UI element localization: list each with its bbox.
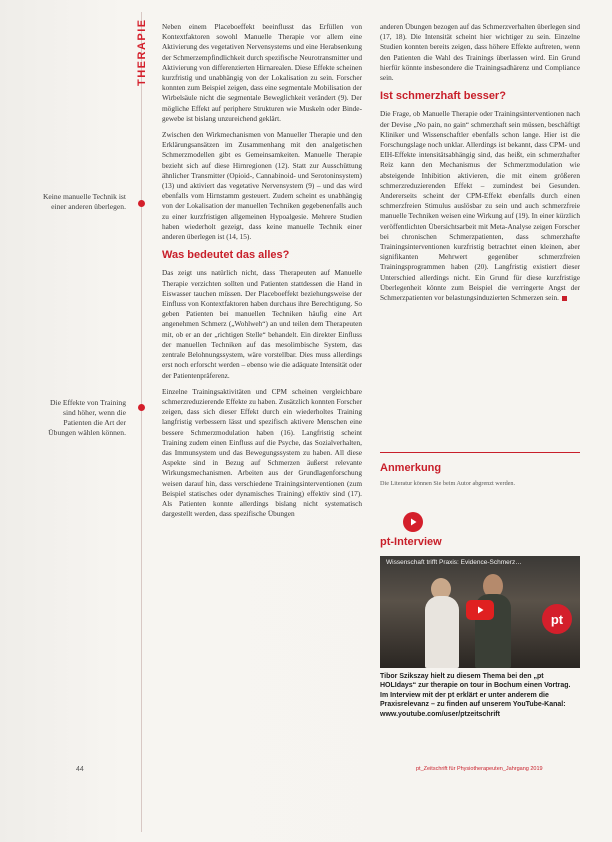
- video-caption: Tibor Szikszay hielt zu diesem Thema bei den „pt HOLIdays“ zur therapie on tour in Bochum einen Vortrag. Im Interview mit der pt erklärt er unter anderem die Praxisrelevanz – zu finden auf unserem YouTube-Kanal: www.youtube.com/user/ptzeitschrift: [380, 673, 571, 718]
- paragraph: Neben einem Placeboeffekt beeinflusst das Erfüllen von Kontextfaktoren sowohl Manuelle Therapie vor allem eine Aktivierung des vegetativen Nervensystems und eine Herabsenkung der Schmerzempfindlichkeit durch spezifische Neurotransmitter und Aktivierung von differenzierten Hirnarealen. Diese Effekte scheinen kurzfristig und unabhängig von der Lokalisation zu sein. Forscher konnten zum Beispiel zeigen, dass eine segmentale Mobilisation der Wirbelsäule nicht die segmentale Beweglichkeit verändert (9). Der mögliche Effekt auf periphere Strukturen wie Muskeln oder Bindegewebe ist bislang unzureichend geklärt.: [162, 22, 362, 123]
- play-icon: [403, 512, 423, 532]
- section-heading: Was bedeutet das alles?: [162, 249, 290, 262]
- margin-rule: [141, 12, 142, 832]
- section-heading: Ist schmerzhaft besser?: [380, 90, 506, 103]
- text-column-left: [162, 22, 362, 525]
- paragraph: Das zeigt uns natürlich nicht, dass Therapeuten auf Manuelle Therapie verzichten sollten und Patienten stattdessen die Hand in Eiswasser tauchen müssen. Der Placeboeffekt beziehungsweise der Einfluss von Kontextfaktoren haben durchaus ihre Berechtigung. So geben Patienten bei manuellen Techniken häufig eine Art angenehmen Schmerz („Wohlweh“) an und teilen dem Therapeuten mit, ob er an der „richtigen Stelle“ behandelt. Ein direkter Einfluss der manuellen Techniken auf das mesolimbische System, das zentrale Belohnungssystem, wäre vorstellbar. Dies muss allerdings erst noch erforscht werden – ebenso wie die adäquate Intensität oder der Patientenpräferenz.: [162, 268, 362, 380]
- margin-note: Die Effekte von Training sind höher, wenn die Patienten die Art der Übungen wählen können.: [48, 398, 126, 437]
- end-mark-icon: [562, 296, 567, 301]
- anmerkung-heading: Anmerkung: [380, 462, 442, 474]
- paragraph: [380, 109, 580, 303]
- paragraph: Einzelne Trainingsaktivitäten und CPM scheinen vergleichbare schmerzreduzierende Effekte zu haben. Zusätzlich konnten Forscher zeigen, dass sich dieser Effekt durch ein wiederholtes Training langfristig verbessern lässt und spezifisch aktivere Menschen eine bessere Schmerzmodulation haben (16). Langfristig scheint Training zudem einen Einfluss auf die Psyche, das Sozialverhalten, das Immunsystem und das Bewegungssystem zu haben. All diese Aspekte sind in Bezug auf Schmerzen äußerst relevante Wirkungsmechanismen. Arbeiten aus der Grundlagenforschung weisen darauf hin, dass verschiedene Trainingsinterventionen (zum Beispiel statisches oder dynamisches Training) effektiv sind (17). Als Patienten konnte allerdings bislang nicht systematisch dargestellt werden, dass spezifische Übungen: [162, 386, 362, 519]
- video-title: Wissenschaft trifft Praxis: Evidence-Schmerz…: [386, 559, 522, 566]
- note-marker-dot: [138, 404, 145, 411]
- note-marker-dot: [138, 200, 145, 207]
- paragraph-text: Die Frage, ob Manuelle Therapie oder Trainingsinterventionen nach der Devise „No pain, no gain“ schmerzhaft sein müssen, beschäftigt Kliniker und Wissenschaftler ebenfalls schon lange. Hier ist die Forschungslage noch unklar. Allerdings ist bekannt, dass CPM- und EIH-Effekte intensitätsabhängig sind, das heißt, ein schmerzhafter Reiz kann den Mechanismus der Schmerzmodulation wie absteigende Inhibition aktivieren, die mit einem größeren schmerzreduzierenden Effekt – zumindest bei Gesunden. Andererseits scheint der CPM-Effekt ebenfalls durch einen schmerzfreien Stimulus auslösbar zu sein und auch schmerzfreie manuelle Techniken weisen eine Wirkung auf (19). In einer kürzlich veröffentlichten Übersichtsarbeit mit Meta-Analyse zeigen Forscher bei chronischen Schmerzpatienten, dass schmerzhafte Trainingsinterventionen kurzfristig betrachtet einen kleinen, aber signifikanten Mehrwert gegenüber schmerzfreien Trainingsprogrammen haben (20). Langfristig existiert dieser Unterschied allerdings nicht. Ein Grund für diese kurzfristige Überlegenheit könnte zum Beispiel die verringerte Angst der Schmerzpatienten vor belastungsinduzierten Schmerzen sein.: [380, 109, 580, 303]
- youtube-play-icon[interactable]: [466, 600, 494, 620]
- paragraph: Zwischen den Wirkmechanismen von Manueller Therapie und den Erklärungsansätzen im Zusammenhang mit den analgetischen Schmerzmodellen gibt es Gemeinsamkeiten. Manuelle Therapie bezieht sich auf diese Hirnregionen (12). Statt zur Ausschüttung ähnlicher Transmitter (Opioid-, Cannabinoid- und Serotoninsystem) (13) und aktiviert das vegetative Nervensystem (9) – und das wird ebenfalls vom Hirnstamm gesteuert. Zudem scheint es unabhängig von der Lokalisation der manuellen Techniken gegebenenfalls auch zu einer kurzfristigen allgemeinen Hypoalgesie. Mehrere Studien haben wiederholt gezeigt, dass keine manuelle Technik einer anderen überlegen ist (14, 15).: [162, 130, 362, 242]
- page-number: 44: [76, 766, 84, 773]
- journal-footer: pt_Zeitschrift für Physiotherapeuten_Jahrgang 2019: [416, 766, 543, 772]
- section-label: THERAPIE: [136, 18, 148, 86]
- margin-note: Keine manuelle Technik ist einer anderen überlegen.: [42, 192, 126, 211]
- interview-heading: pt-Interview: [380, 536, 442, 548]
- pt-logo: pt: [542, 604, 572, 634]
- text-column-right: [380, 22, 580, 309]
- person-figure: [425, 596, 459, 668]
- anmerkung-text: Die Literatur können Sie beim Autor abgrenzt werden.: [380, 480, 516, 487]
- paragraph: anderen Übungen bezogen auf das Schmerzverhalten überlegen sind (17, 18). Die Intensität scheint hier wichtiger zu sein. Einzelne Studien konnten bereits zeigen, dass höhere Effekte auftreten, wenn den Patienten die Wahl des Trainings überlassen wird. Ein Grund hierfür könnte insbesondere die Trainingsadhärenz und Compliance sein.: [380, 22, 580, 83]
- video-player[interactable]: [380, 556, 580, 668]
- divider: [380, 452, 580, 453]
